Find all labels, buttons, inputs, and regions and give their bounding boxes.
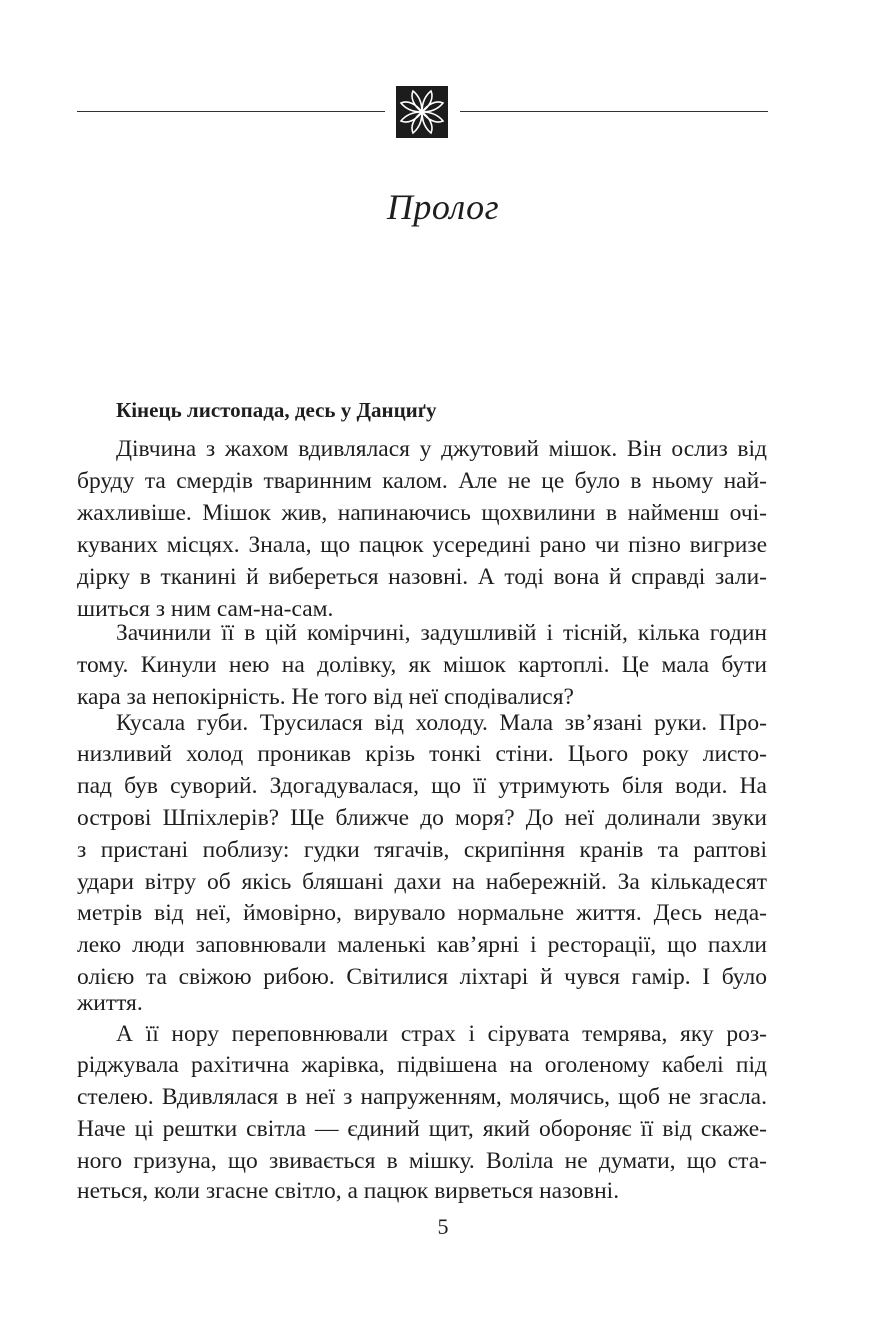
chapter-subtitle: Кінець листопада, десь у Данциґу [116, 398, 437, 422]
celtic-knot-icon [396, 86, 448, 138]
header-rule-left [77, 111, 385, 112]
header-rule-right [460, 111, 768, 112]
text-line: неться, коли згасне світло, а пацюк вирветься назовні. [77, 1178, 620, 1204]
text-line: А її нору переповнювали страх і сірувата темрява, яку роз- [116, 1021, 767, 1047]
text-line: Зачинили її в цій комірчині, задушливій і тісній, кілька годин [116, 620, 767, 646]
text-line: жахливіше. Мішок жив, напинаючись щохвилини в найменш очі- [77, 500, 767, 526]
text-line: метрів від неї, ймовірно, вирувало нормальне життя. Десь неда- [77, 900, 767, 926]
text-line: олією та свіжою рибою. Світилися ліхтарі й чувся гамір. І було [77, 964, 767, 990]
page-number: 5 [437, 1214, 449, 1239]
text-line: ного гризуна, що звивається в мішку. Воліла не думати, що ста- [77, 1148, 767, 1174]
text-line: леко люди заповнювали маленькі кав’ярні і ресторації, що пахли [77, 932, 767, 958]
text-line: шиться з ним сам-на-сам. [77, 596, 334, 622]
text-line: кара за непокірність. Не того від неї сподівалися? [77, 684, 574, 710]
text-line: Наче ці рештки світла — єдиний щит, який обороняє її від скаже- [77, 1116, 767, 1142]
text-line: Кусала губи. Трусилася від холоду. Мала зв’язані руки. Про- [116, 710, 767, 736]
text-line: дірку в тканині й вибереться назовні. А тоді вона й справді зали- [77, 564, 767, 590]
text-line: удари вітру об якісь бляшані дахи на набережній. За кількадесят [77, 869, 767, 895]
text-line: низливий холод проникав крізь тонкі стіни. Цього року листо- [77, 741, 767, 767]
text-line: з пристані поблизу: гудки тягачів, скрипіння кранів та раптові [77, 837, 767, 863]
text-line: тому. Кинули нею на долівку, як мішок картоплі. Це мала бути [77, 652, 767, 678]
text-line: пад був суворий. Здогадувалася, що її утримують біля води. На [77, 773, 767, 799]
text-line: життя. [77, 990, 143, 1016]
chapter-title: Пролог [386, 187, 500, 227]
text-line: ріджувала рахітична жарівка, підвішена на оголеному кабелі під [77, 1052, 767, 1078]
text-line: куваних місцях. Знала, що пацюк усередині рано чи пізно вигризе [77, 532, 767, 558]
text-line: острові Шпіхлерів? Ще ближче до моря? До неї долинали звуки [77, 805, 767, 831]
text-line: стелею. Вдивлялася в неї з напруженням, молячись, щоб не згасла. [77, 1084, 767, 1110]
text-line: Дівчина з жахом вдивлялася у джутовий мішок. Він ослиз від [116, 436, 767, 462]
text-line: бруду та смердів тваринним калом. Але не це було в ньому най- [77, 468, 767, 494]
